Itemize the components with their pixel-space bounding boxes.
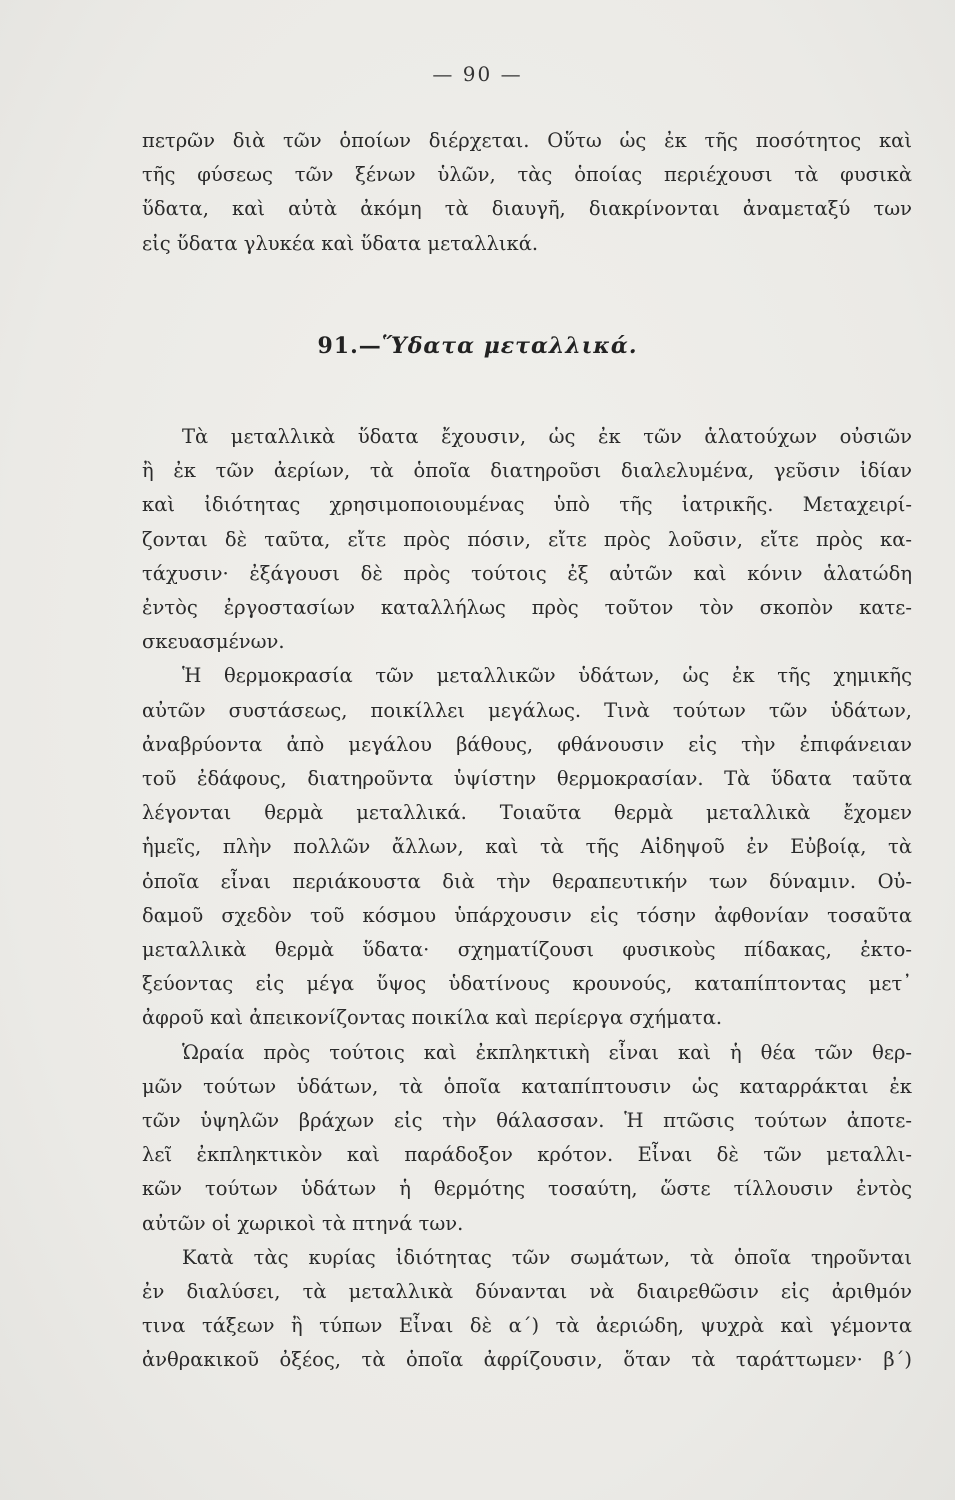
text-line: τῶν ὑψηλῶν βράχων εἰς τὴν θάλασσαν. Ἡ πτῶσις τούτων ἀποτε- bbox=[142, 1109, 912, 1133]
text-line: λέγονται θερμὰ μεταλλικά. Τοιαῦτα θερμὰ μεταλλικὰ ἔχομεν bbox=[142, 801, 912, 825]
text-line: Κατὰ τὰς κυρίας ἰδιότητας τῶν σωμάτων, τὰ ὁποῖα τηροῦνται bbox=[182, 1245, 912, 1269]
text-line: ἐν διαλύσει, τὰ μεταλλικὰ δύνανται νὰ διαιρεθῶσιν εἰς ἀριθμόν bbox=[142, 1280, 912, 1304]
text-line: ξεύοντας εἰς μέγα ὕψος ὑδατίνους κρουνούς, καταπίπτοντας μετ᾽ bbox=[142, 972, 912, 996]
text-line: ἀναβρύοντα ἀπὸ μεγάλου βάθους, φθάνουσιν εἰς τὴν ἐπιφάνειαν bbox=[142, 732, 912, 756]
paragraph-top bbox=[142, 124, 912, 261]
text-line: μῶν τούτων ὑδάτων, τὰ ὁποῖα καταπίπτουσιν ὡς καταρράκται ἐκ bbox=[142, 1074, 912, 1098]
text-line: εἰς ὕδατα γλυκέα καὶ ὕδατα μεταλλικά. bbox=[142, 231, 539, 255]
text-line: ὁποῖα εἶναι περιάκουστα διὰ τὴν θεραπευτικήν των δύναμιν. Οὐ- bbox=[142, 869, 912, 893]
text-line: ἀνθρακικοῦ ὀξέος, τὰ ὁποῖα ἀφρίζουσιν, ὅταν τὰ ταράττωμεν· β΄) bbox=[142, 1348, 912, 1372]
text-line: τοῦ ἐδάφους, διατηροῦντα ὑψίστην θερμοκρασίαν. Τὰ ὕδατα ταῦτα bbox=[142, 767, 912, 791]
text-line: ἀφροῦ καὶ ἀπεικονίζοντας ποικίλα καὶ περίεργα σχήματα. bbox=[142, 1006, 723, 1030]
page-number: — 90 — bbox=[432, 62, 523, 86]
text-line: τάχυσιν· ἐξάγουσι δὲ πρὸς τούτοις ἐξ αὐτῶν καὶ κόνιν ἁλατώδη bbox=[142, 561, 912, 585]
text-line: ζονται δὲ ταῦτα, εἴτε πρὸς πόσιν, εἴτε πρὸς λοῦσιν, εἴτε πρὸς κα- bbox=[142, 527, 912, 551]
text-line: αὐτῶν οἱ χωρικοὶ τὰ πτηνά των. bbox=[142, 1211, 464, 1235]
text-line: σκευασμένων. bbox=[142, 630, 285, 654]
text-line: κῶν τούτων ὑδάτων ἡ θερμότης τοσαύτη, ὥστε τίλλουσιν ἐντὸς bbox=[142, 1177, 912, 1201]
text-line: μεταλλικὰ θερμὰ ὕδατα· σχηματίζουσι φυσικοὺς πίδακας, ἐκτο- bbox=[142, 938, 912, 962]
text-line: δαμοῦ σχεδὸν τοῦ κόσμου ὑπάρχουσιν εἰς τόσην ἀφθονίαν τοσαῦτα bbox=[142, 903, 912, 927]
text-line: τινα τάξεων ἢ τύπων Εἶναι δὲ α΄) τὰ ἀεριώδη, ψυχρὰ καὶ γέμοντα bbox=[142, 1314, 912, 1338]
text-line: τῆς φύσεως τῶν ξένων ὑλῶν, τὰς ὁποίας περιέχουσι τὰ φυσικὰ bbox=[142, 163, 912, 187]
body-text bbox=[142, 420, 912, 1378]
section-heading bbox=[0, 333, 955, 359]
text-line: Τὰ μεταλλικὰ ὕδατα ἔχουσιν, ὡς ἐκ τῶν ἁλατούχων οὐσιῶν bbox=[182, 425, 912, 448]
text-line: ἢ ἐκ τῶν ἀερίων, τὰ ὁποῖα διατηροῦσι διαλελυμένα, γεῦσιν ἰδίαν bbox=[142, 459, 912, 483]
text-line: πετρῶν διὰ τῶν ὁποίων διέρχεται. Οὕτω ὡς ἐκ τῆς ποσότητος καὶ bbox=[142, 129, 912, 152]
text-line: ἐντὸς ἐργοστασίων καταλλήλως πρὸς τοῦτον τὸν σκοπὸν κατε- bbox=[142, 596, 912, 620]
section-number: 91.— bbox=[317, 333, 382, 359]
text-line: Ὡραία πρὸς τούτοις καὶ ἐκπληκτικὴ εἶναι καὶ ἡ θέα τῶν θερ- bbox=[182, 1040, 912, 1064]
text-line: αὐτῶν συστάσεως, ποικίλλει μεγάλως. Τινὰ τούτων τῶν ὑδάτων, bbox=[142, 698, 912, 722]
text-line: λεῖ ἐκπληκτικὸν καὶ παράδοξον κρότον. Εἶναι δὲ τῶν μεταλλι- bbox=[142, 1143, 912, 1167]
text-line: ὕδατα, καὶ αὐτὰ ἀκόμη τὰ διαυγῆ, διακρίνονται ἀναμεταξύ των bbox=[142, 197, 912, 221]
text-line: Ἡ θερμοκρασία τῶν μεταλλικῶν ὑδάτων, ὡς ἐκ τῆς χημικῆς bbox=[182, 664, 912, 688]
text-line: καὶ ἰδιότητας χρησιμοποιουμένας ὑπὸ τῆς ἰατρικῆς. Μεταχειρί- bbox=[142, 493, 912, 517]
text-line: ἡμεῖς, πλὴν πολλῶν ἄλλων, καὶ τὰ τῆς Αἰδηψοῦ ἐν Εὐβοίᾳ, τὰ bbox=[142, 835, 912, 859]
section-title: Ὕδατα μεταλλικά. bbox=[381, 333, 638, 359]
